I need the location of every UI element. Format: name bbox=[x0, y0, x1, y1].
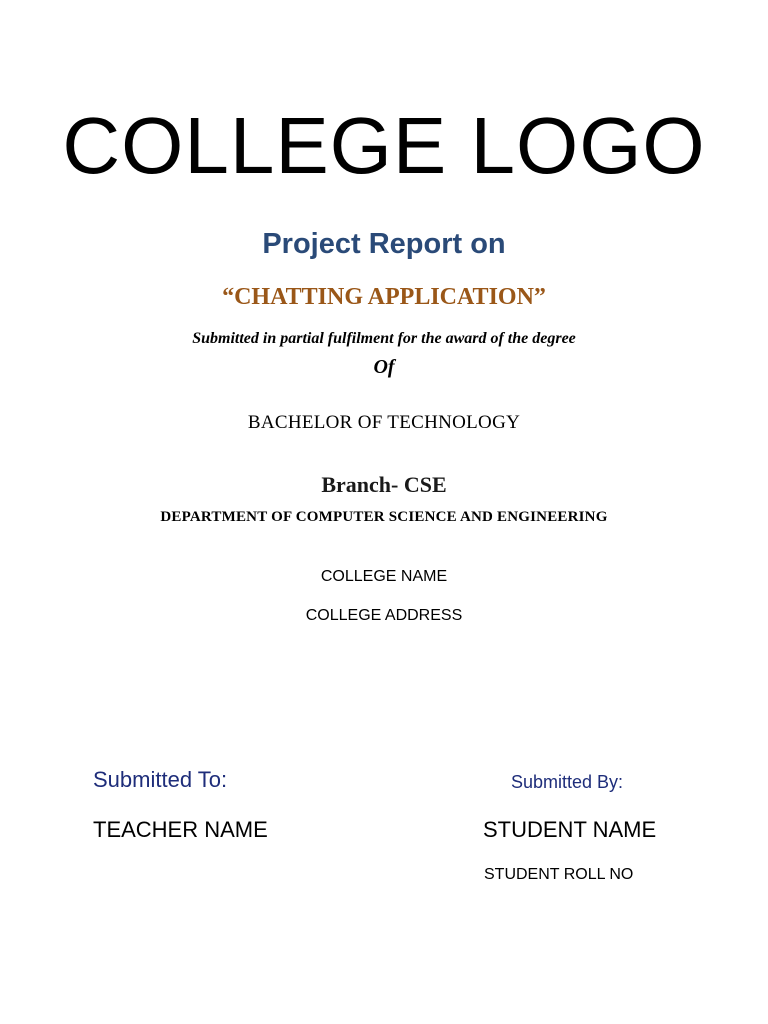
branch-label: Branch- bbox=[321, 472, 399, 497]
college-name: COLLEGE NAME bbox=[320, 568, 448, 585]
submission-statement: Submitted in partial fulfilment for the award of the degree bbox=[192, 330, 576, 347]
of-text: Of bbox=[373, 356, 395, 378]
report-heading: Project Report on bbox=[262, 228, 506, 260]
student-name: STUDENT NAME bbox=[483, 817, 657, 842]
degree-name: BACHELOR OF TECHNOLOGY bbox=[247, 412, 521, 433]
college-address: COLLEGE ADDRESS bbox=[305, 607, 463, 624]
student-roll-number: STUDENT ROLL NO bbox=[484, 866, 634, 883]
branch-line bbox=[0, 471, 768, 499]
college-logo-placeholder: COLLEGE LOGO bbox=[62, 101, 706, 190]
submitted-to-label: Submitted To: bbox=[93, 767, 228, 792]
teacher-name: TEACHER NAME bbox=[93, 817, 268, 842]
department-name: DEPARTMENT OF COMPUTER SCIENCE AND ENGINEERING bbox=[160, 509, 608, 525]
project-title: “CHATTING APPLICATION” bbox=[222, 284, 546, 310]
submitted-by-label: Submitted By: bbox=[511, 772, 624, 792]
branch-value: CSE bbox=[403, 472, 447, 497]
